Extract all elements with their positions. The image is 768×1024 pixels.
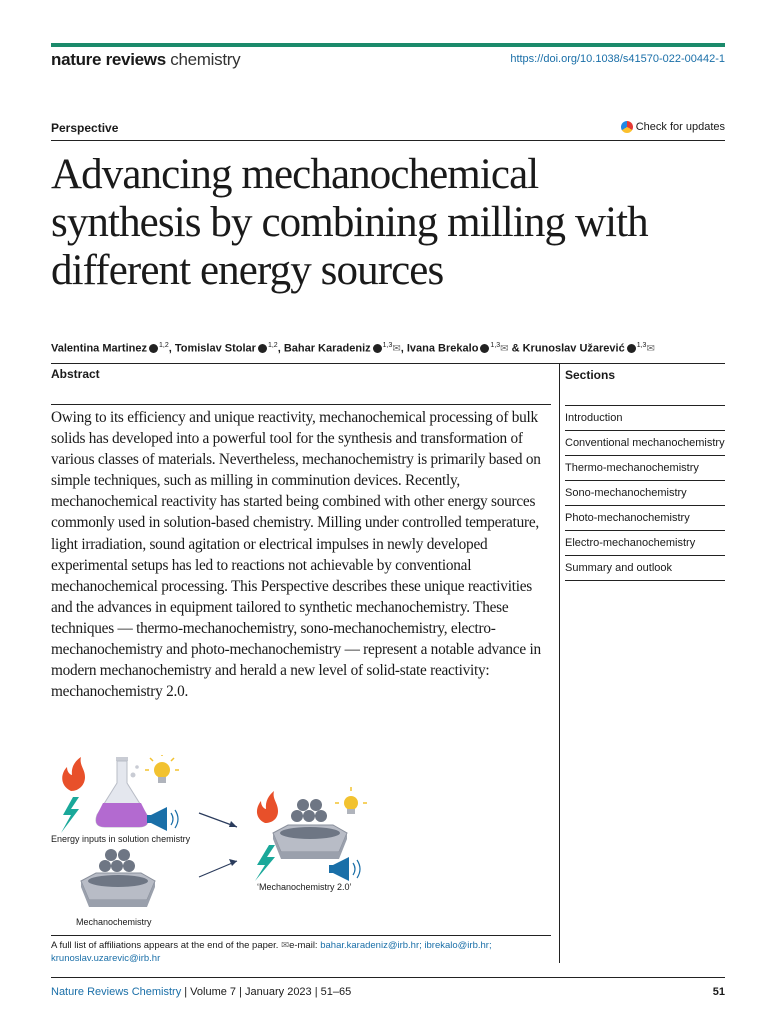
author-separator: & [508,342,523,355]
divider [51,935,551,936]
journal-name[interactable] [51,50,240,70]
megaphone-icon [147,807,178,831]
author-affiliation-sup: 1,3 [490,342,501,349]
section-link-conventional[interactable]: Conventional mechanochemistry [565,431,725,456]
page-number: 51 [712,986,725,998]
section-link-introduction[interactable]: Introduction [565,406,725,431]
sections-nav [565,405,725,581]
author-affiliation-sup: 1,2 [267,342,278,349]
section-link-thermo[interactable]: Thermo-mechanochemistry [565,456,725,481]
author-name[interactable]: Bahar Karadeniz [283,342,371,355]
footer-issue: | Volume 7 | January 2023 | 51–65 [181,986,352,998]
section-link-electro[interactable]: Electro-mechanochemistry [565,531,725,556]
section-link-summary[interactable]: Summary and outlook [565,556,725,581]
divider [51,977,725,978]
divider [51,363,725,364]
column-divider [559,363,560,963]
author-name[interactable]: Tomislav Stolar [174,342,256,355]
email-icon: ✉ [281,940,290,951]
figure-label-solution: Energy inputs in solution chemistry [51,834,191,844]
affiliations-text: A full list of affiliations appears at the end of the paper. [51,940,279,951]
author-separator: , [400,342,407,355]
doi-link[interactable]: https://doi.org/10.1038/s41570-022-00442-1 [510,53,725,65]
email-label: e-mail: [289,940,318,951]
email-icon[interactable]: ✉ [392,343,401,355]
sections-heading: Sections [565,368,616,382]
orcid-icon[interactable] [258,344,267,353]
author-separator: , [277,342,284,355]
article-category: Perspective [51,121,119,135]
figure-label-mechano2: ‘Mechanochemistry 2.0’ [257,882,352,892]
section-link-sono[interactable]: Sono-mechanochemistry [565,481,725,506]
divider [51,404,551,405]
lightning-icon [61,797,79,833]
flame-icon [62,757,85,791]
email-icon[interactable]: ✉ [646,343,655,355]
orcid-icon[interactable] [480,344,489,353]
author-name[interactable]: Valentina Martinez [51,342,147,355]
section-link-photo[interactable]: Photo-mechanochemistry [565,506,725,531]
journal-name-bold: nature reviews [51,50,166,69]
orcid-icon[interactable] [627,344,636,353]
check-updates-icon [621,121,633,133]
flame-icon [257,791,278,823]
affiliations-note [51,939,551,965]
figure-label-mechano: Mechanochemistry [76,917,152,927]
abstract-heading: Abstract [51,367,100,381]
check-updates-label: Check for updates [635,121,725,133]
email-icon[interactable]: ✉ [500,343,509,355]
author-affiliation-sup: 1,3 [636,342,647,349]
email-links[interactable]: bahar.karadeniz@irb.hr; ibrekalo@irb.hr; krunoslav.uzarevic@irb.hr [51,940,492,964]
abstract-text: Owing to its efficiency and unique reactivity, mechanochemical processing of bulk solids has developed into a powerful tool for the synthesis and transformation of various classes of materials. Nevertheless, mechanochemistry is primarily based on simple techniques, such as milling in comminution devices. Recently, mechanochemical reactivity has started being combined with other energy sources commonly used in solution-based chemistry. Milling under controlled temperature, light irradiation, sound agitation or electrical impulses in newly developed experimental setups has led to reactions not achievable by conventional mechanochemical processing. This Perspective describes these unique reactivities and the advances in equipment tailored to synthetic mechanochemistry. These techniques — thermo-mechanochemistry, sono-mechanochemistry, electro-mechanochemistry and photo-mechanochemistry — represent a notable advance in modern mechanochemistry and herald a new level of solid-state reactivity: mechanochemistry 2.0. [51,409,541,701]
lightbulb-icon [335,787,367,814]
author-separator: , [168,342,175,355]
flask-icon [96,757,148,827]
orcid-icon[interactable] [149,344,158,353]
footer-journal-link[interactable]: Nature Reviews Chemistry [51,986,182,998]
graphical-abstract-figure [51,755,551,933]
divider [51,140,725,141]
author-name[interactable]: Ivana Brekalo [406,342,479,355]
author-affiliation-sup: 1,2 [158,342,169,349]
author-affiliation-sup: 1,3 [382,342,393,349]
author-name[interactable]: Krunoslav Užarević [522,342,625,355]
lightbulb-icon [145,755,179,783]
lightning-icon [255,845,275,881]
article-title: Advancing mechanochemical synthesis by combining milling with different energy sources [51,151,648,294]
footer-citation [51,986,351,998]
megaphone-icon [329,857,360,881]
author-list [51,342,725,355]
milling-jar-icon [273,799,347,859]
milling-jar-icon [81,849,155,907]
orcid-icon[interactable] [373,344,382,353]
journal-name-light: chemistry [170,50,241,69]
check-for-updates-button[interactable] [621,121,725,133]
journal-header-bar [51,43,725,47]
